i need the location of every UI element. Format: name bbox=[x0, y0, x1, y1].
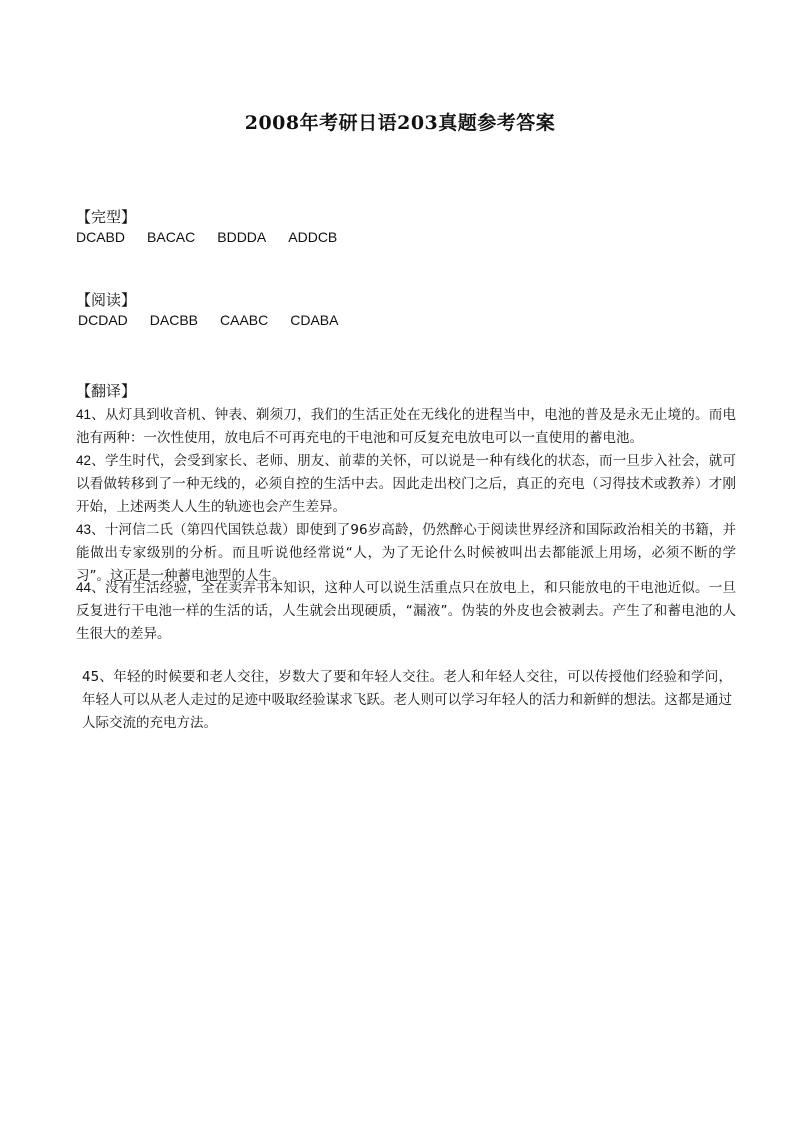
reading-heading: 【阅读】 bbox=[76, 291, 137, 309]
cloze-answer-group: ADDCB bbox=[288, 229, 338, 245]
reading-answer-group: CDABA bbox=[290, 312, 339, 328]
reading-answer-group: DCDAD bbox=[78, 312, 128, 328]
item-number: 44、 bbox=[76, 580, 105, 595]
cloze-answer-group: BDDDA bbox=[217, 229, 267, 245]
translation-item-41 bbox=[76, 403, 736, 450]
cloze-answer-group: BACAC bbox=[147, 229, 196, 245]
item-text: 从灯具到收音机、钟表、剃须刀，我们的生活正处在无线化的进程当中，电池的普及是永无止境的。而电池有两种：一次性使用，放电后不可再充电的干电池和可反复充电放电可以一直使用的蓄电池。 bbox=[76, 407, 736, 446]
item-number: 42、 bbox=[76, 453, 105, 468]
item-number: 43、 bbox=[76, 522, 105, 537]
item-text: 十河信二氏（第四代国铁总裁）即使到了96岁高龄，仍然醉心于阅读世界经济和国际政治相关的书籍，并能做出专家级别的分析。而且听说他经常说“人，为了无论什么时候被叫出去都能派上用场，必须不断的学习”。这正是一种蓄电池型的人生。 bbox=[76, 522, 736, 584]
translation-item-42 bbox=[76, 449, 736, 519]
translation-item-44 bbox=[76, 576, 736, 646]
item-text: 学生时代，会受到家长、老师、朋友、前辈的关怀，可以说是一种有线化的状态，而一旦步入社会，就可以看做转移到了一种无线的，必须自控的生活中去。因此走出校门之后，真正的充电（习得技术或教养）才刚开始，上述两类人人生的轨迹也会产生差异。 bbox=[76, 453, 736, 515]
reading-answers bbox=[78, 312, 360, 328]
reading-answer-group: DACBB bbox=[149, 312, 199, 328]
essay-paragraph-45 bbox=[82, 666, 732, 735]
cloze-answer-group: DCABD bbox=[76, 229, 126, 245]
item-text: 年轻的时候要和老人交往，岁数大了要和年轻人交往。老人和年轻人交往，可以传授他们经验和学问，年轻人可以从老人走过的足迹中吸取经验谋求飞跃。老人则可以学习年轻人的活力和新鲜的想法。这都是通过人际交流的充电方法。 bbox=[82, 669, 733, 731]
item-number: 45、 bbox=[82, 669, 114, 685]
cloze-answers bbox=[76, 229, 359, 245]
translation-heading: 【翻译】 bbox=[76, 382, 137, 400]
document-title: 2008年考研日语203真题参考答案 bbox=[244, 112, 556, 134]
cloze-heading: 【完型】 bbox=[76, 208, 137, 226]
item-text: 没有生活经验，全在卖弄书本知识，这种人可以说生活重点只在放电上，和只能放电的干电池近似。一旦反复进行干电池一样的生活的话，人生就会出现硬质，“漏液”。伪装的外皮也会被剥去。产生了和蓄电池的人生很大的差异。 bbox=[76, 580, 736, 642]
reading-answer-group: CAABC bbox=[220, 312, 269, 328]
item-number: 41、 bbox=[76, 407, 105, 422]
